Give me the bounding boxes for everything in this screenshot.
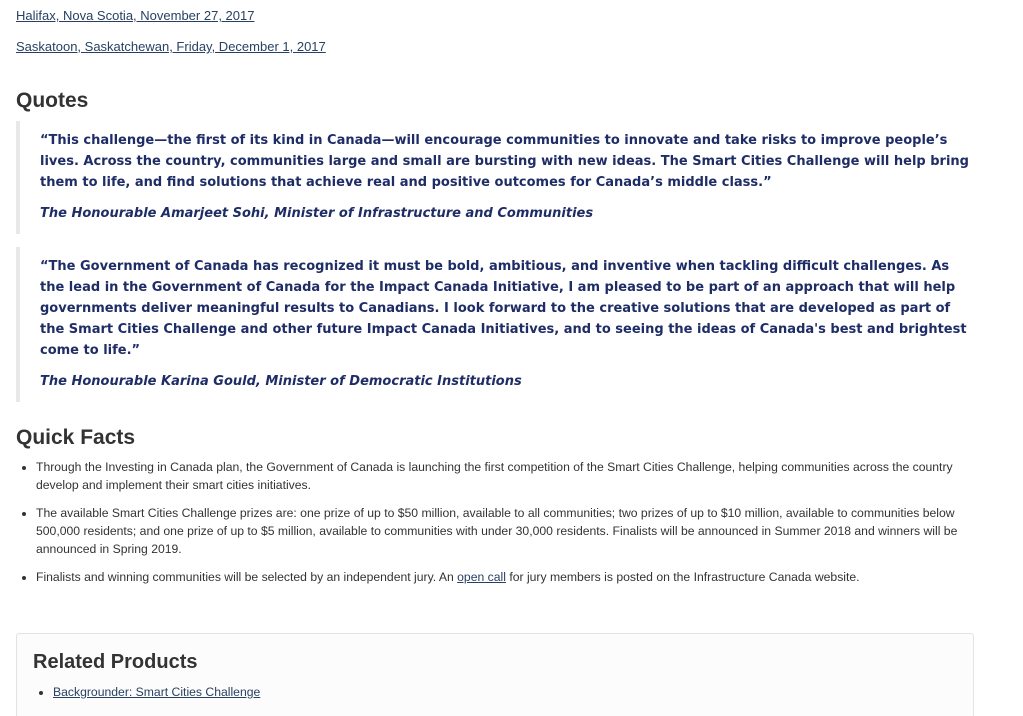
list-item: • The available Smart Cities Challenge prizes are: one prize of up to $50 million, available to all communities; two prizes of up to $10 million, available to communities below 500,000 residents; and one prize of up to $5 million, available to communities with under 30,000 residents. Finalists will be announced in Summer 2018 and winners will be announced in Spring 2019. xyxy=(36,504,976,558)
event-link-saskatoon[interactable]: Saskatoon, Saskatchewan, Friday, December 1, 2017 xyxy=(16,39,326,54)
fact-text-before: Finalists and winning communities will be selected by an independent jury. An xyxy=(36,570,458,584)
related-products-heading: Related Products xyxy=(33,651,198,673)
quote-block xyxy=(16,247,975,402)
related-products-panel xyxy=(16,633,974,716)
list-item xyxy=(36,568,976,586)
quick-facts-heading: Quick Facts xyxy=(16,426,136,449)
quote-author: The Honourable Karina Gould, Minister of Democratic Institutions xyxy=(40,374,522,389)
quote-text: “The Government of Canada has recognized it must be bold, ambitious, and inventive when tackling difficult challenges. As the lead in the Government of Canada for the Impact Canada Initiative, I am pleased to be part of an approach that will help governments deliver meaningful results to Canadians. I look forward to the creative solutions that are developed as part of the Smart Cities Challenge and other future Impact Canada Initiatives, and to seeing the ideas of Canada's best and brightest come to life.” xyxy=(40,259,967,358)
event-link-halifax[interactable]: Halifax, Nova Scotia, November 27, 2017 xyxy=(16,8,255,23)
quick-facts-list xyxy=(16,458,976,596)
quote-author: The Honourable Amarjeet Sohi, Minister of Infrastructure and Communities xyxy=(40,206,594,221)
list-item: • Through the Investing in Canada plan, the Government of Canada is launching the first competition of the Smart Cities Challenge, helping communities across the country develop and implement their smart cities initiatives. xyxy=(36,458,976,494)
open-call-link[interactable]: open call xyxy=(457,570,506,584)
list-item xyxy=(53,683,957,701)
fact-text-after: for jury members is posted on the Infrastructure Canada website. xyxy=(505,570,860,584)
related-products-list xyxy=(33,683,957,701)
backgrounder-link[interactable]: Backgrounder: Smart Cities Challenge xyxy=(53,685,261,699)
quote-text: “This challenge—the first of its kind in Canada—will encourage communities to innovate and take risks to improve people’s lives. Across the country, communities large and small are bursting with new ideas. The Smart Cities Challenge will help bring them to life, and find solutions that achieve real and positive outcomes for Canada’s middle class.” xyxy=(40,133,969,190)
quote-block xyxy=(16,121,975,234)
quotes-heading: Quotes xyxy=(16,89,89,112)
